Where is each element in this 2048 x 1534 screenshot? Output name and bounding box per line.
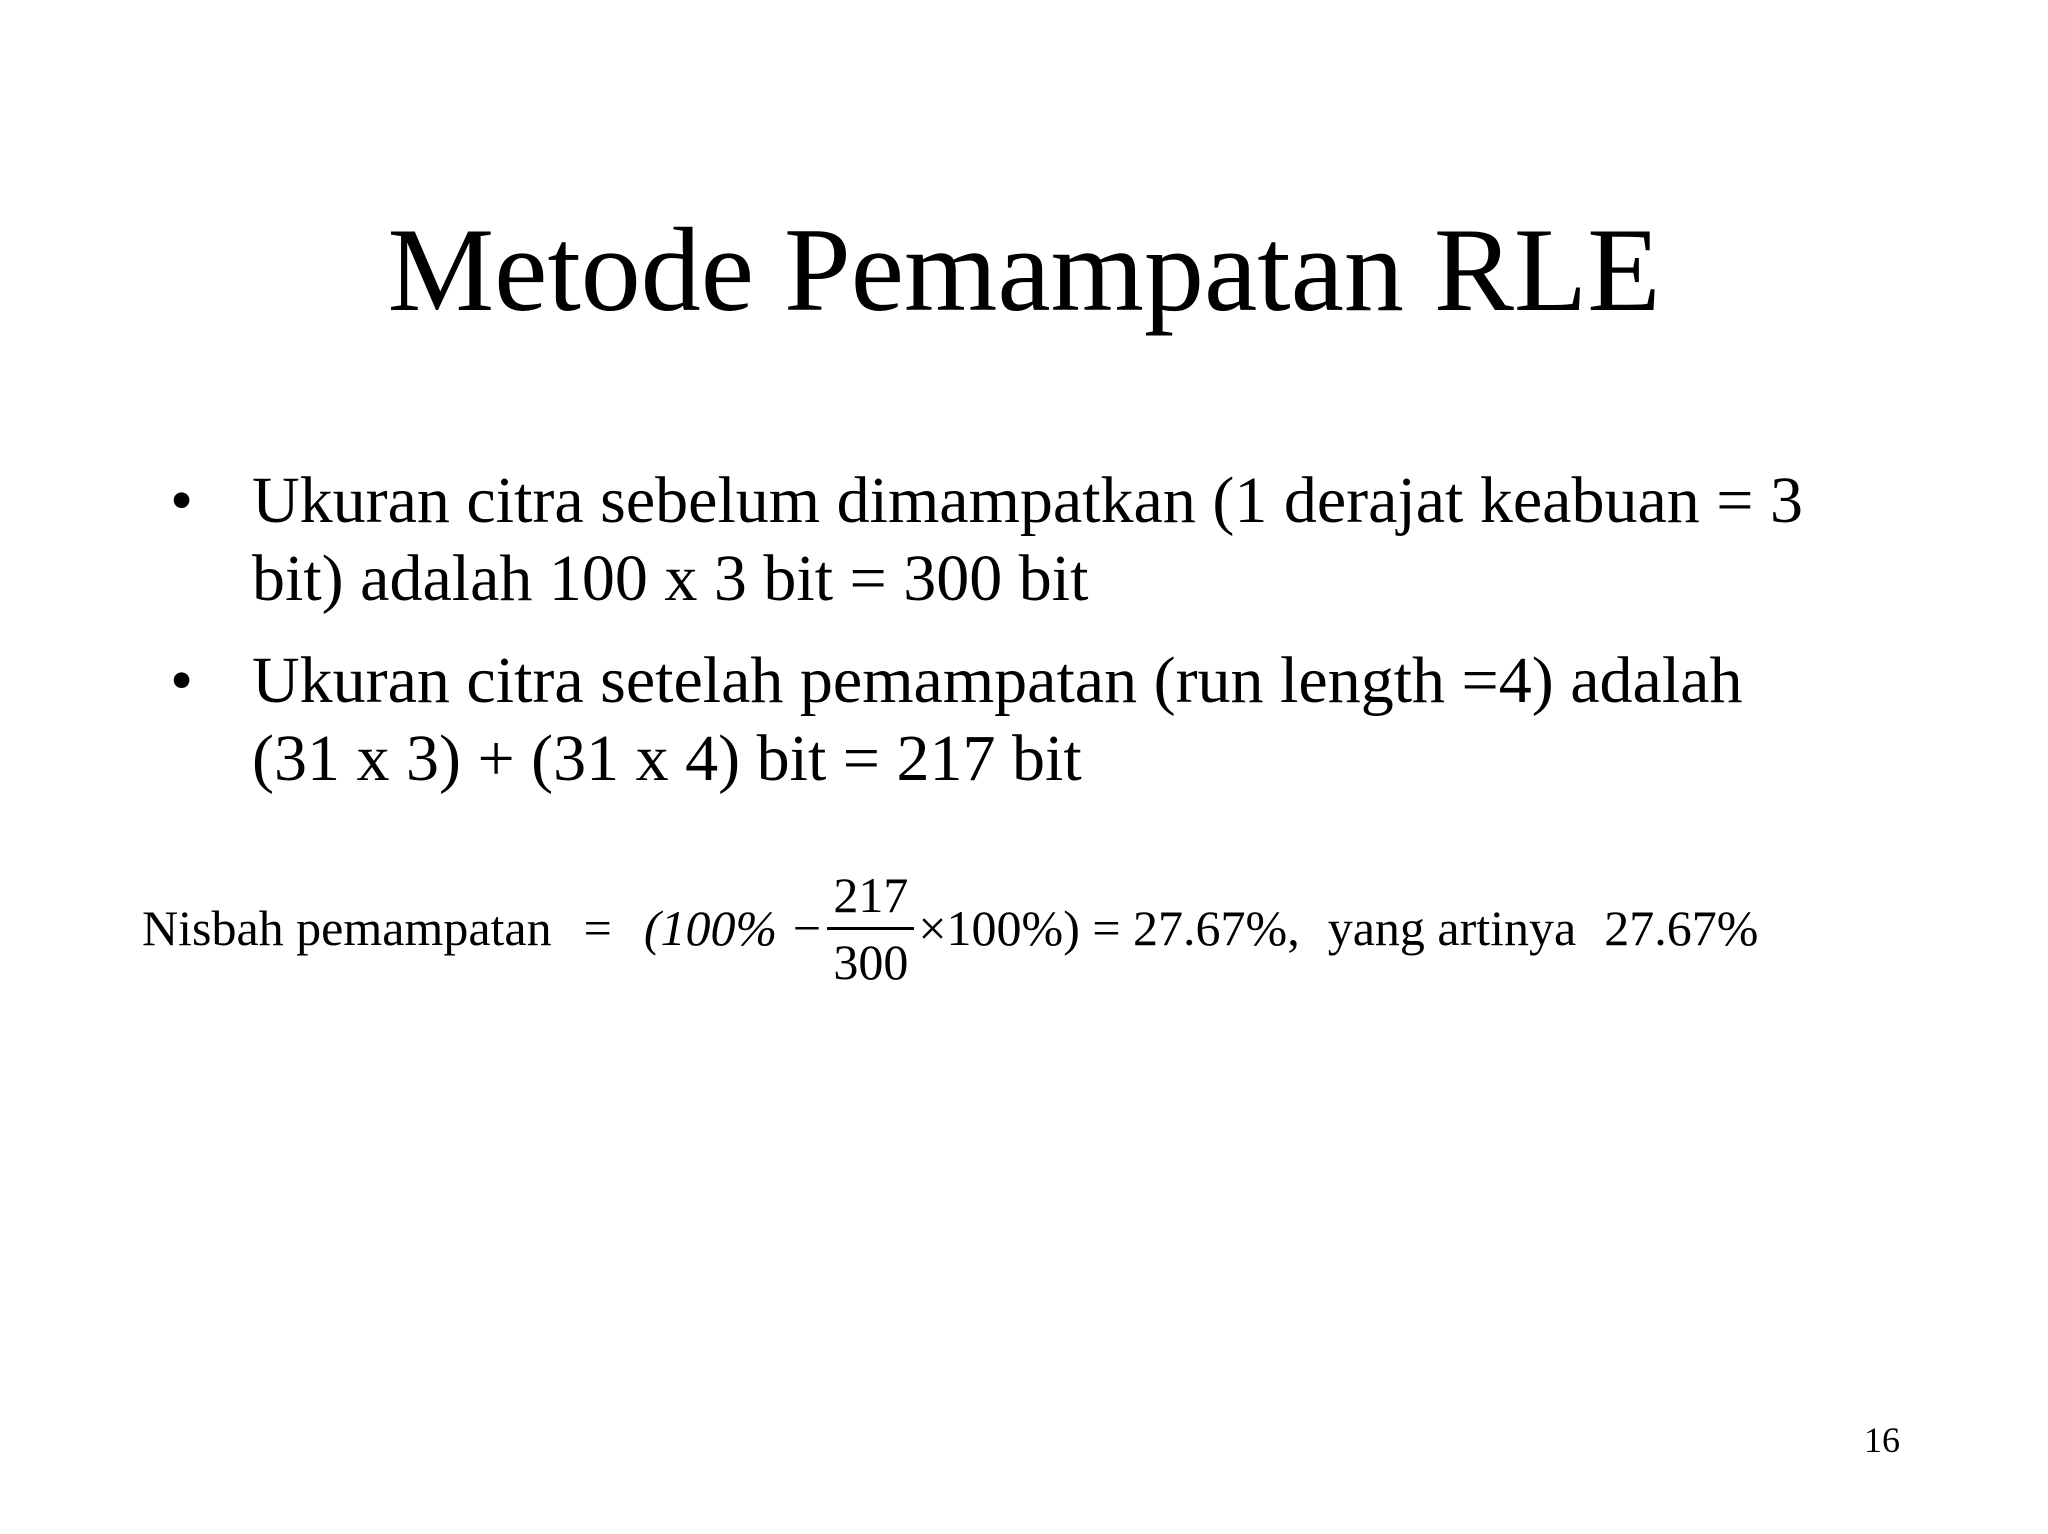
page-number: 16 — [1864, 1420, 1900, 1460]
bullet-line: Ukuran citra setelah pemampatan (run length =4) adalah — [252, 644, 1743, 717]
formula-label: Nisbah pemampatan — [142, 900, 552, 956]
formula-tail-text: yang artinya — [1327, 900, 1577, 956]
bullet-marker: • — [170, 644, 194, 717]
formula-result: ×100%) = 27.67% — [918, 900, 1288, 956]
compression-ratio-formula — [142, 858, 1758, 998]
bullet-item — [170, 462, 1970, 618]
formula-open: (100% − — [643, 900, 824, 956]
formula-equals: = — [583, 900, 612, 956]
formula-comma: , — [1287, 900, 1300, 956]
fraction-denominator: 300 — [833, 933, 909, 990]
bullet-list — [170, 462, 1970, 822]
formula-fraction — [827, 867, 914, 990]
formula-tail-value: 27.67% — [1604, 900, 1759, 956]
fraction-numerator: 217 — [827, 867, 914, 930]
slide-title: Metode Pemampatan RLE — [387, 203, 1661, 336]
bullet-marker: • — [170, 464, 194, 537]
bullet-item — [170, 642, 1970, 798]
bullet-line: (31 x 3) + (31 x 4) bit = 217 bit — [252, 722, 1082, 795]
bullet-line: Ukuran citra sebelum dimampatkan (1 derajat keabuan = 3 — [252, 464, 1803, 537]
bullet-line: bit) adalah 100 x 3 bit = 300 bit — [252, 542, 1089, 615]
